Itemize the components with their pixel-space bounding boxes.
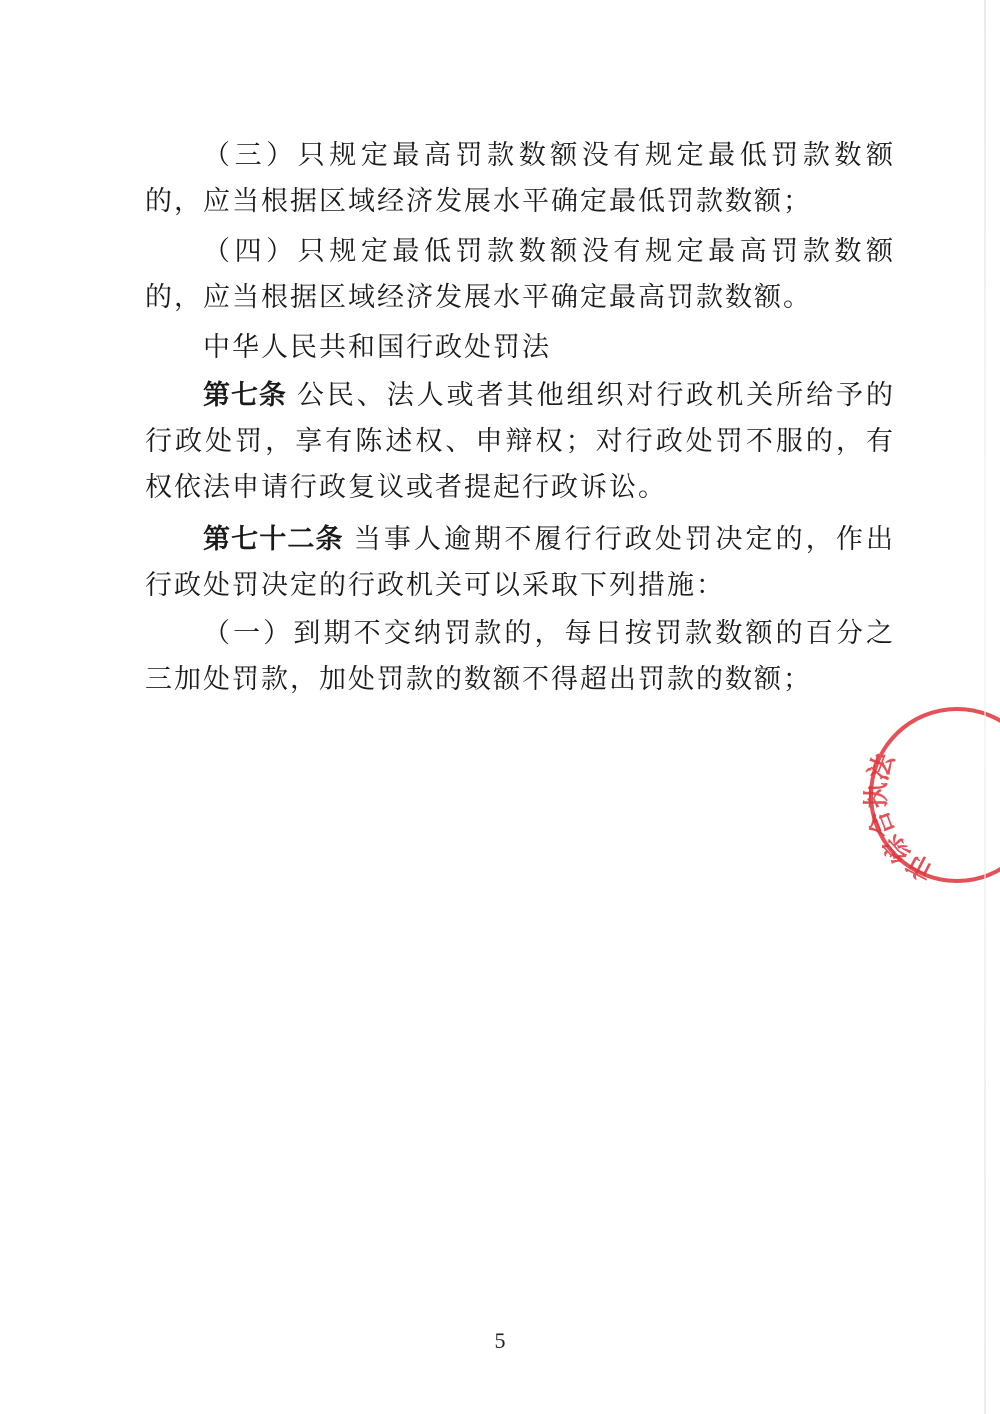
paragraph-item-4 (145, 229, 895, 321)
page-number: 5 (494, 1328, 506, 1353)
seal-text: 市综合执法 (862, 749, 939, 886)
article-72-text: 当事人逾期不履行行政处罚决定的，作出行政处罚决定的行政机关可以采取下列措施： (145, 524, 896, 601)
article-72-heading: 第七十二条 (203, 524, 344, 555)
measure-item-1 (145, 611, 895, 703)
official-seal-stamp (862, 700, 1000, 890)
law-title-text: 中华人民共和国行政处罚法 (203, 332, 551, 363)
article-7-text: 公民、法人或者其他组织对行政机关所给予的行政处罚，享有陈述权、申辩权；对行政处罚不服的，有权依法申请行政复议或者提起行政诉讼。 (145, 380, 896, 503)
article-7 (145, 373, 895, 511)
document-body (145, 133, 895, 703)
svg-text:市综合执法 (862, 748, 955, 887)
article-7-heading: 第七条 (203, 380, 287, 411)
law-title (145, 325, 895, 371)
scan-edge-line (984, 0, 986, 1414)
article-72 (145, 517, 895, 609)
paragraph-item-3 (145, 133, 895, 225)
paragraph-text: （一）到期不交纳罚款的，每日按罚款数额的百分之三加处罚款，加处罚款的数额不得超出罚款的数额； (145, 618, 895, 695)
paragraph-text: （四）只规定最低罚款数额没有规定最高罚款数额的，应当根据区域经济发展水平确定最高罚款数额。 (145, 236, 895, 313)
paragraph-text: （三）只规定最高罚款数额没有规定最低罚款数额的，应当根据区域经济发展水平确定最低罚款数额； (145, 140, 895, 217)
